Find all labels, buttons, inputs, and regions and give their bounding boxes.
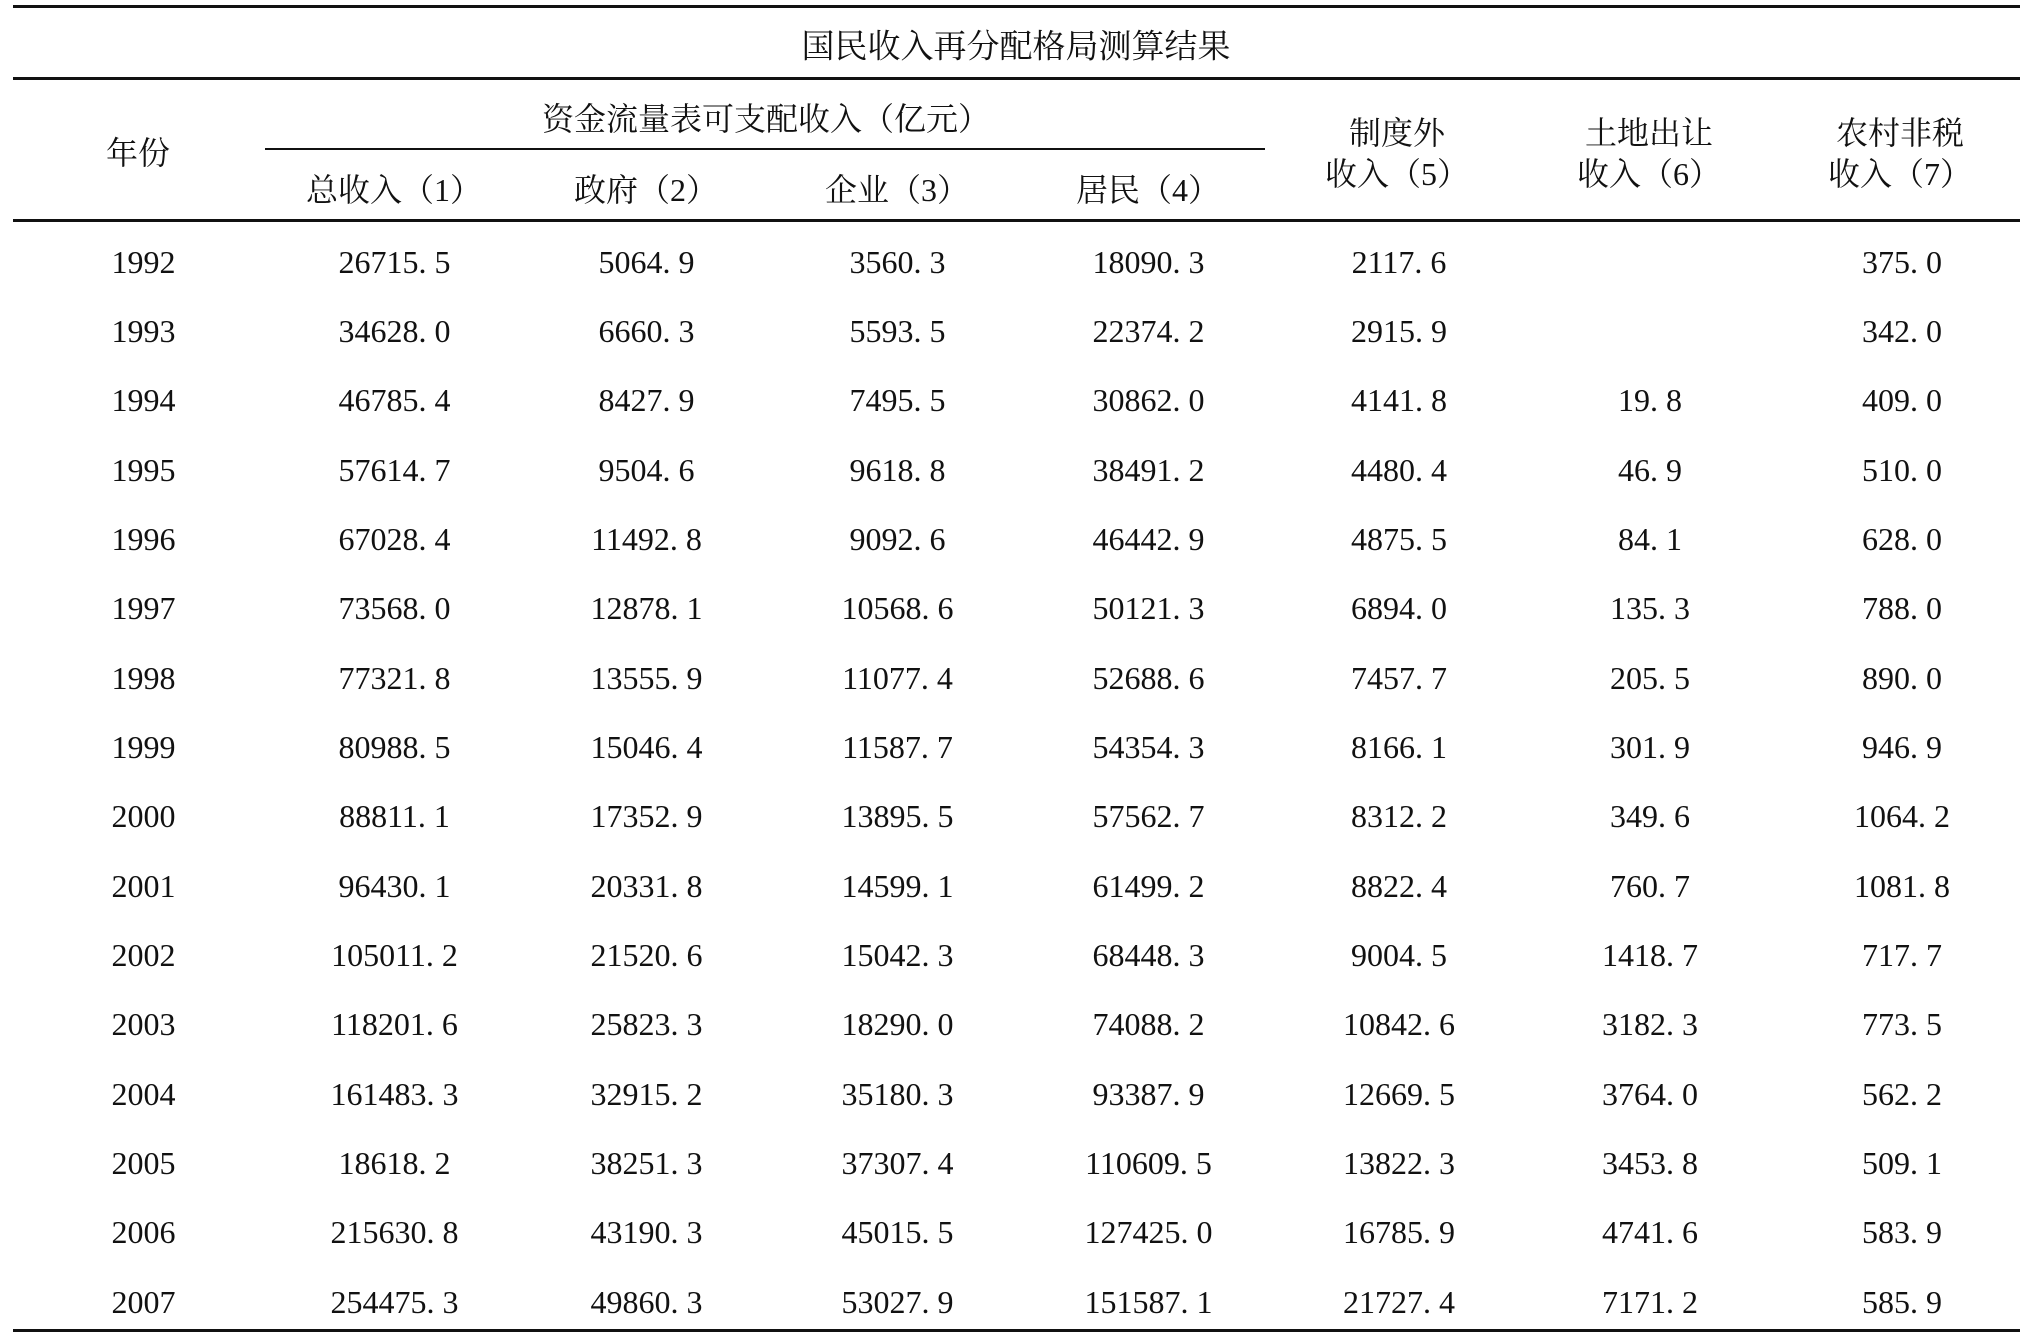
cell-land-transfer-income: 301. 9 [1610,728,1690,765]
cell-total-income: 105011. 2 [331,936,458,973]
cell-enterprise: 3560. 3 [849,243,946,280]
cell-government: 8427. 9 [598,382,695,419]
cell-total-income: 67028. 4 [338,520,451,557]
decimal-point: . [670,1144,679,1181]
decimal-point: . [920,659,929,696]
cell-extra-institutional-income: 21727. 4 [1343,1283,1455,1320]
cell-household: 54354. 3 [1092,728,1205,765]
decimal-point: . [1666,1075,1674,1112]
decimal-point: . [1414,243,1423,280]
decimal-point: . [1415,520,1423,557]
cell-extra-institutional-income: 12669. 5 [1343,1075,1455,1112]
cell-rural-non-tax-income: 1064. 2 [1854,798,1950,835]
table-title: 国民收入再分配格局测算结果 [801,29,1231,66]
cell-enterprise: 35180. 3 [841,1075,954,1112]
column-header-land-transfer-income [1577,113,1721,195]
decimal-point: . [1910,1214,1918,1251]
decimal-point: . [662,451,671,488]
column-header-line: 土地出让 [1584,115,1714,151]
cell-enterprise: 14599. 1 [841,867,954,904]
decimal-point: . [1650,520,1658,557]
cell-land-transfer-income: 46. 9 [1618,451,1682,488]
cell-land-transfer-income: 7171. 2 [1602,1283,1698,1320]
decimal-point: . [418,1144,427,1181]
decimal-point: . [1666,1214,1674,1251]
decimal-point: . [1658,590,1666,627]
decimal-point: . [418,382,427,419]
decimal-point: . [670,728,679,765]
cell-land-transfer-income: 205. 5 [1610,659,1690,696]
decimal-point: . [1918,798,1926,835]
decimal-point: . [418,312,427,349]
cell-total-income: 96430. 1 [338,867,451,904]
decimal-point: . [1910,728,1918,765]
cell-government: 6660. 3 [598,312,695,349]
cell-year: 2007 [111,1283,176,1320]
decimal-point: . [418,243,427,280]
cell-total-income: 88811. 1 [339,798,450,835]
cell-total-income: 215630. 8 [330,1214,459,1251]
cell-enterprise: 37307. 4 [841,1144,954,1181]
decimal-point: . [1650,382,1658,419]
column-header-government: 政府（2） [573,172,719,208]
cell-extra-institutional-income: 8166. 1 [1351,728,1447,765]
decimal-point: . [1180,1214,1189,1251]
column-group-rule [265,148,1265,150]
cell-year: 2000 [111,798,176,835]
decimal-point: . [1658,659,1666,696]
cell-land-transfer-income: 3453. 8 [1602,1144,1698,1181]
cell-rural-non-tax-income: 1081. 8 [1854,867,1950,904]
cell-enterprise: 53027. 9 [841,1283,954,1320]
cell-household: 110609. 5 [1085,1144,1212,1181]
cell-household: 93387. 9 [1092,1075,1205,1112]
decimal-point: . [1172,867,1181,904]
decimal-point: . [1179,1144,1188,1181]
cell-total-income: 57614. 7 [338,451,451,488]
cell-year: 2005 [111,1144,176,1181]
cell-total-income: 18618. 2 [338,1144,451,1181]
cell-extra-institutional-income: 2117. 6 [1351,243,1447,280]
cell-rural-non-tax-income: 342. 0 [1862,312,1942,349]
decimal-point: . [1415,312,1423,349]
decimal-point: . [1910,1144,1918,1181]
decimal-point: . [670,659,679,696]
decimal-point: . [921,867,930,904]
cell-rural-non-tax-income: 509. 1 [1862,1144,1942,1181]
column-header-extra-institutional-income [1325,113,1469,195]
cell-enterprise: 18290. 0 [841,1006,954,1043]
cell-enterprise: 9618. 8 [849,451,946,488]
cell-household: 30862. 0 [1092,382,1205,419]
cell-household: 50121. 3 [1092,590,1205,627]
decimal-point: . [1910,382,1918,419]
decimal-point: . [921,1214,930,1251]
decimal-point: . [1172,728,1181,765]
decimal-point: . [1910,936,1918,973]
cell-extra-institutional-income: 10842. 6 [1343,1006,1455,1043]
decimal-point: . [1415,451,1423,488]
cell-rural-non-tax-income: 890. 0 [1862,659,1942,696]
table-top-rule [13,5,2020,8]
cell-total-income: 118201. 6 [331,1006,458,1043]
cell-household: 68448. 3 [1092,936,1205,973]
cell-total-income: 80988. 5 [338,728,451,765]
cell-extra-institutional-income: 6894. 0 [1351,590,1447,627]
decimal-point: . [920,728,929,765]
decimal-point: . [1423,1006,1431,1043]
decimal-point: . [670,867,679,904]
cell-extra-institutional-income: 4875. 5 [1351,520,1447,557]
decimal-point: . [1172,659,1181,696]
decimal-point: . [425,936,434,973]
decimal-point: . [426,1075,435,1112]
decimal-point: . [921,1075,930,1112]
decimal-point: . [1423,1075,1431,1112]
cell-government: 38251. 3 [590,1144,703,1181]
cell-land-transfer-income: 84. 1 [1618,520,1682,557]
cell-government: 12878. 1 [590,590,703,627]
decimal-point: . [1910,451,1918,488]
decimal-point: . [1658,867,1666,904]
decimal-point: . [1423,1144,1431,1181]
decimal-point: . [670,1075,679,1112]
cell-rural-non-tax-income: 409. 0 [1862,382,1942,419]
decimal-point: . [1650,451,1658,488]
decimal-point: . [670,1214,679,1251]
cell-household: 74088. 2 [1092,1006,1205,1043]
decimal-point: . [662,243,671,280]
decimal-point: . [1910,659,1918,696]
cell-enterprise: 11587. 7 [842,728,953,765]
cell-land-transfer-income: 3764. 0 [1602,1075,1698,1112]
cell-extra-institutional-income: 16785. 9 [1343,1214,1455,1251]
decimal-point: . [662,312,671,349]
decimal-point: . [913,243,922,280]
decimal-point: . [921,798,930,835]
decimal-point: . [418,728,427,765]
cell-rural-non-tax-income: 628. 0 [1862,520,1942,557]
decimal-point: . [670,1283,679,1320]
cell-enterprise: 10568. 6 [841,590,954,627]
decimal-point: . [1172,1075,1181,1112]
cell-year: 2002 [111,936,176,973]
decimal-point: . [1415,936,1423,973]
cell-government: 11492. 8 [591,520,702,557]
column-header-total-income: 总收入（1） [305,172,483,208]
decimal-point: . [418,659,427,696]
cell-government: 17352. 9 [590,798,703,835]
decimal-point: . [1910,312,1918,349]
decimal-point: . [669,520,678,557]
cell-land-transfer-income: 3182. 3 [1602,1006,1698,1043]
cell-rural-non-tax-income: 562. 2 [1862,1075,1942,1112]
decimal-point: . [1415,728,1423,765]
cell-household: 18090. 3 [1092,243,1205,280]
cell-year: 2004 [111,1075,176,1112]
decimal-point: . [1910,1006,1918,1043]
cell-enterprise: 9092. 6 [849,520,946,557]
decimal-point: . [913,312,922,349]
decimal-point: . [913,451,922,488]
decimal-point: . [1666,1144,1674,1181]
cell-year: 2003 [111,1006,176,1043]
decimal-point: . [1172,243,1181,280]
cell-government: 32915. 2 [590,1075,703,1112]
decimal-point: . [1415,382,1423,419]
cell-total-income: 73568. 0 [338,590,451,627]
cell-government: 43190. 3 [590,1214,703,1251]
decimal-point: . [1172,451,1181,488]
decimal-point: . [1910,1075,1918,1112]
column-group-header-disposable-income: 资金流量表可支配收入（亿元） [541,101,991,137]
cell-government: 20331. 8 [590,867,703,904]
decimal-point: . [1658,728,1666,765]
cell-year: 1994 [111,382,176,419]
cell-land-transfer-income: 135. 3 [1610,590,1690,627]
decimal-point: . [426,1283,435,1320]
decimal-point: . [921,590,930,627]
decimal-point: . [418,867,427,904]
cell-enterprise: 15042. 3 [841,936,954,973]
cell-rural-non-tax-income: 946. 9 [1862,728,1942,765]
decimal-point: . [1172,798,1181,835]
cell-government: 49860. 3 [590,1283,703,1320]
cell-year: 1995 [111,451,176,488]
decimal-point: . [1666,1006,1674,1043]
column-header-line: 收入（6） [1576,156,1722,192]
cell-year: 2006 [111,1214,176,1251]
column-header-line: 收入（7） [1827,156,1973,192]
decimal-point: . [670,798,679,835]
cell-total-income: 46785. 4 [338,382,451,419]
decimal-point: . [1415,659,1423,696]
cell-extra-institutional-income: 7457. 7 [1351,659,1447,696]
cell-enterprise: 7495. 5 [849,382,946,419]
decimal-point: . [1918,867,1926,904]
decimal-point: . [1666,936,1674,973]
decimal-point: . [1423,1283,1431,1320]
decimal-point: . [418,520,427,557]
decimal-point: . [1666,1283,1674,1320]
cell-land-transfer-income: 19. 8 [1618,382,1682,419]
decimal-point: . [425,1006,434,1043]
cell-government: 13555. 9 [590,659,703,696]
cell-household: 46442. 9 [1092,520,1205,557]
cell-rural-non-tax-income: 717. 7 [1862,936,1942,973]
cell-year: 1998 [111,659,176,696]
decimal-point: . [1658,798,1666,835]
cell-government: 25823. 3 [590,1006,703,1043]
cell-rural-non-tax-income: 375. 0 [1862,243,1942,280]
decimal-point: . [670,590,679,627]
decimal-point: . [1180,1283,1189,1320]
cell-extra-institutional-income: 2915. 9 [1351,312,1447,349]
cell-government: 21520. 6 [590,936,703,973]
cell-year: 1997 [111,590,176,627]
cell-year: 1996 [111,520,176,557]
decimal-point: . [1910,590,1918,627]
decimal-point: . [1172,520,1181,557]
cell-total-income: 161483. 3 [330,1075,459,1112]
column-header-enterprise: 企业（3） [824,172,970,208]
cell-rural-non-tax-income: 773. 5 [1862,1006,1942,1043]
cell-year: 2001 [111,867,176,904]
column-header-line: 制度外 [1348,115,1446,151]
decimal-point: . [1172,590,1181,627]
column-header-line: 农村非税 [1835,115,1965,151]
header-bottom-rule [13,219,2020,222]
decimal-point: . [913,520,922,557]
cell-land-transfer-income: 349. 6 [1610,798,1690,835]
cell-household: 22374. 2 [1092,312,1205,349]
cell-year: 1993 [111,312,176,349]
cell-household: 151587. 1 [1084,1283,1213,1320]
cell-land-transfer-income: 4741. 6 [1602,1214,1698,1251]
cell-year: 1999 [111,728,176,765]
cell-rural-non-tax-income: 510. 0 [1862,451,1942,488]
decimal-point: . [670,936,679,973]
cell-year: 1992 [111,243,176,280]
cell-enterprise: 13895. 5 [841,798,954,835]
column-header-household: 居民（4） [1075,172,1221,208]
table-bottom-rule [13,1329,2020,1332]
cell-land-transfer-income: 760. 7 [1610,867,1690,904]
cell-extra-institutional-income: 4141. 8 [1351,382,1447,419]
cell-government: 5064. 9 [598,243,695,280]
cell-enterprise: 5593. 5 [849,312,946,349]
cell-rural-non-tax-income: 788. 0 [1862,590,1942,627]
cell-household: 38491. 2 [1092,451,1205,488]
decimal-point: . [1415,867,1423,904]
decimal-point: . [921,1006,930,1043]
decimal-point: . [921,1283,930,1320]
cell-land-transfer-income: 1418. 7 [1602,936,1698,973]
cell-government: 9504. 6 [598,451,695,488]
decimal-point: . [1910,1283,1918,1320]
cell-household: 57562. 7 [1092,798,1205,835]
decimal-point: . [1910,520,1918,557]
decimal-point: . [670,1006,679,1043]
cell-extra-institutional-income: 8822. 4 [1351,867,1447,904]
cell-enterprise: 45015. 5 [841,1214,954,1251]
decimal-point: . [1172,1006,1181,1043]
row-header-year: 年份 [105,135,171,171]
cell-government: 15046. 4 [590,728,703,765]
decimal-point: . [418,590,427,627]
decimal-point: . [1172,312,1181,349]
cell-rural-non-tax-income: 585. 9 [1862,1283,1942,1320]
column-header-line: 收入（5） [1324,156,1470,192]
cell-enterprise: 11077. 4 [842,659,953,696]
cell-extra-institutional-income: 9004. 5 [1351,936,1447,973]
decimal-point: . [418,451,427,488]
decimal-point: . [1415,590,1423,627]
cell-household: 52688. 6 [1092,659,1205,696]
decimal-point: . [1423,1214,1431,1251]
cell-household: 61499. 2 [1092,867,1205,904]
cell-extra-institutional-income: 8312. 2 [1351,798,1447,835]
decimal-point: . [921,936,930,973]
cell-extra-institutional-income: 13822. 3 [1343,1144,1455,1181]
cell-total-income: 34628. 0 [338,312,451,349]
cell-total-income: 254475. 3 [330,1283,459,1320]
decimal-point: . [921,1144,930,1181]
cell-extra-institutional-income: 4480. 4 [1351,451,1447,488]
cell-rural-non-tax-income: 583. 9 [1862,1214,1942,1251]
decimal-point: . [662,382,671,419]
decimal-point: . [1910,243,1918,280]
decimal-point: . [1172,936,1181,973]
decimal-point: . [426,1214,435,1251]
column-header-rural-non-tax-income [1828,113,1972,195]
decimal-point: . [1415,798,1423,835]
decimal-point: . [913,382,922,419]
cell-total-income: 77321. 8 [338,659,451,696]
title-bottom-rule [13,77,2020,80]
decimal-point: . [417,798,426,835]
cell-total-income: 26715. 5 [338,243,451,280]
decimal-point: . [1172,382,1181,419]
cell-household: 127425. 0 [1084,1214,1213,1251]
